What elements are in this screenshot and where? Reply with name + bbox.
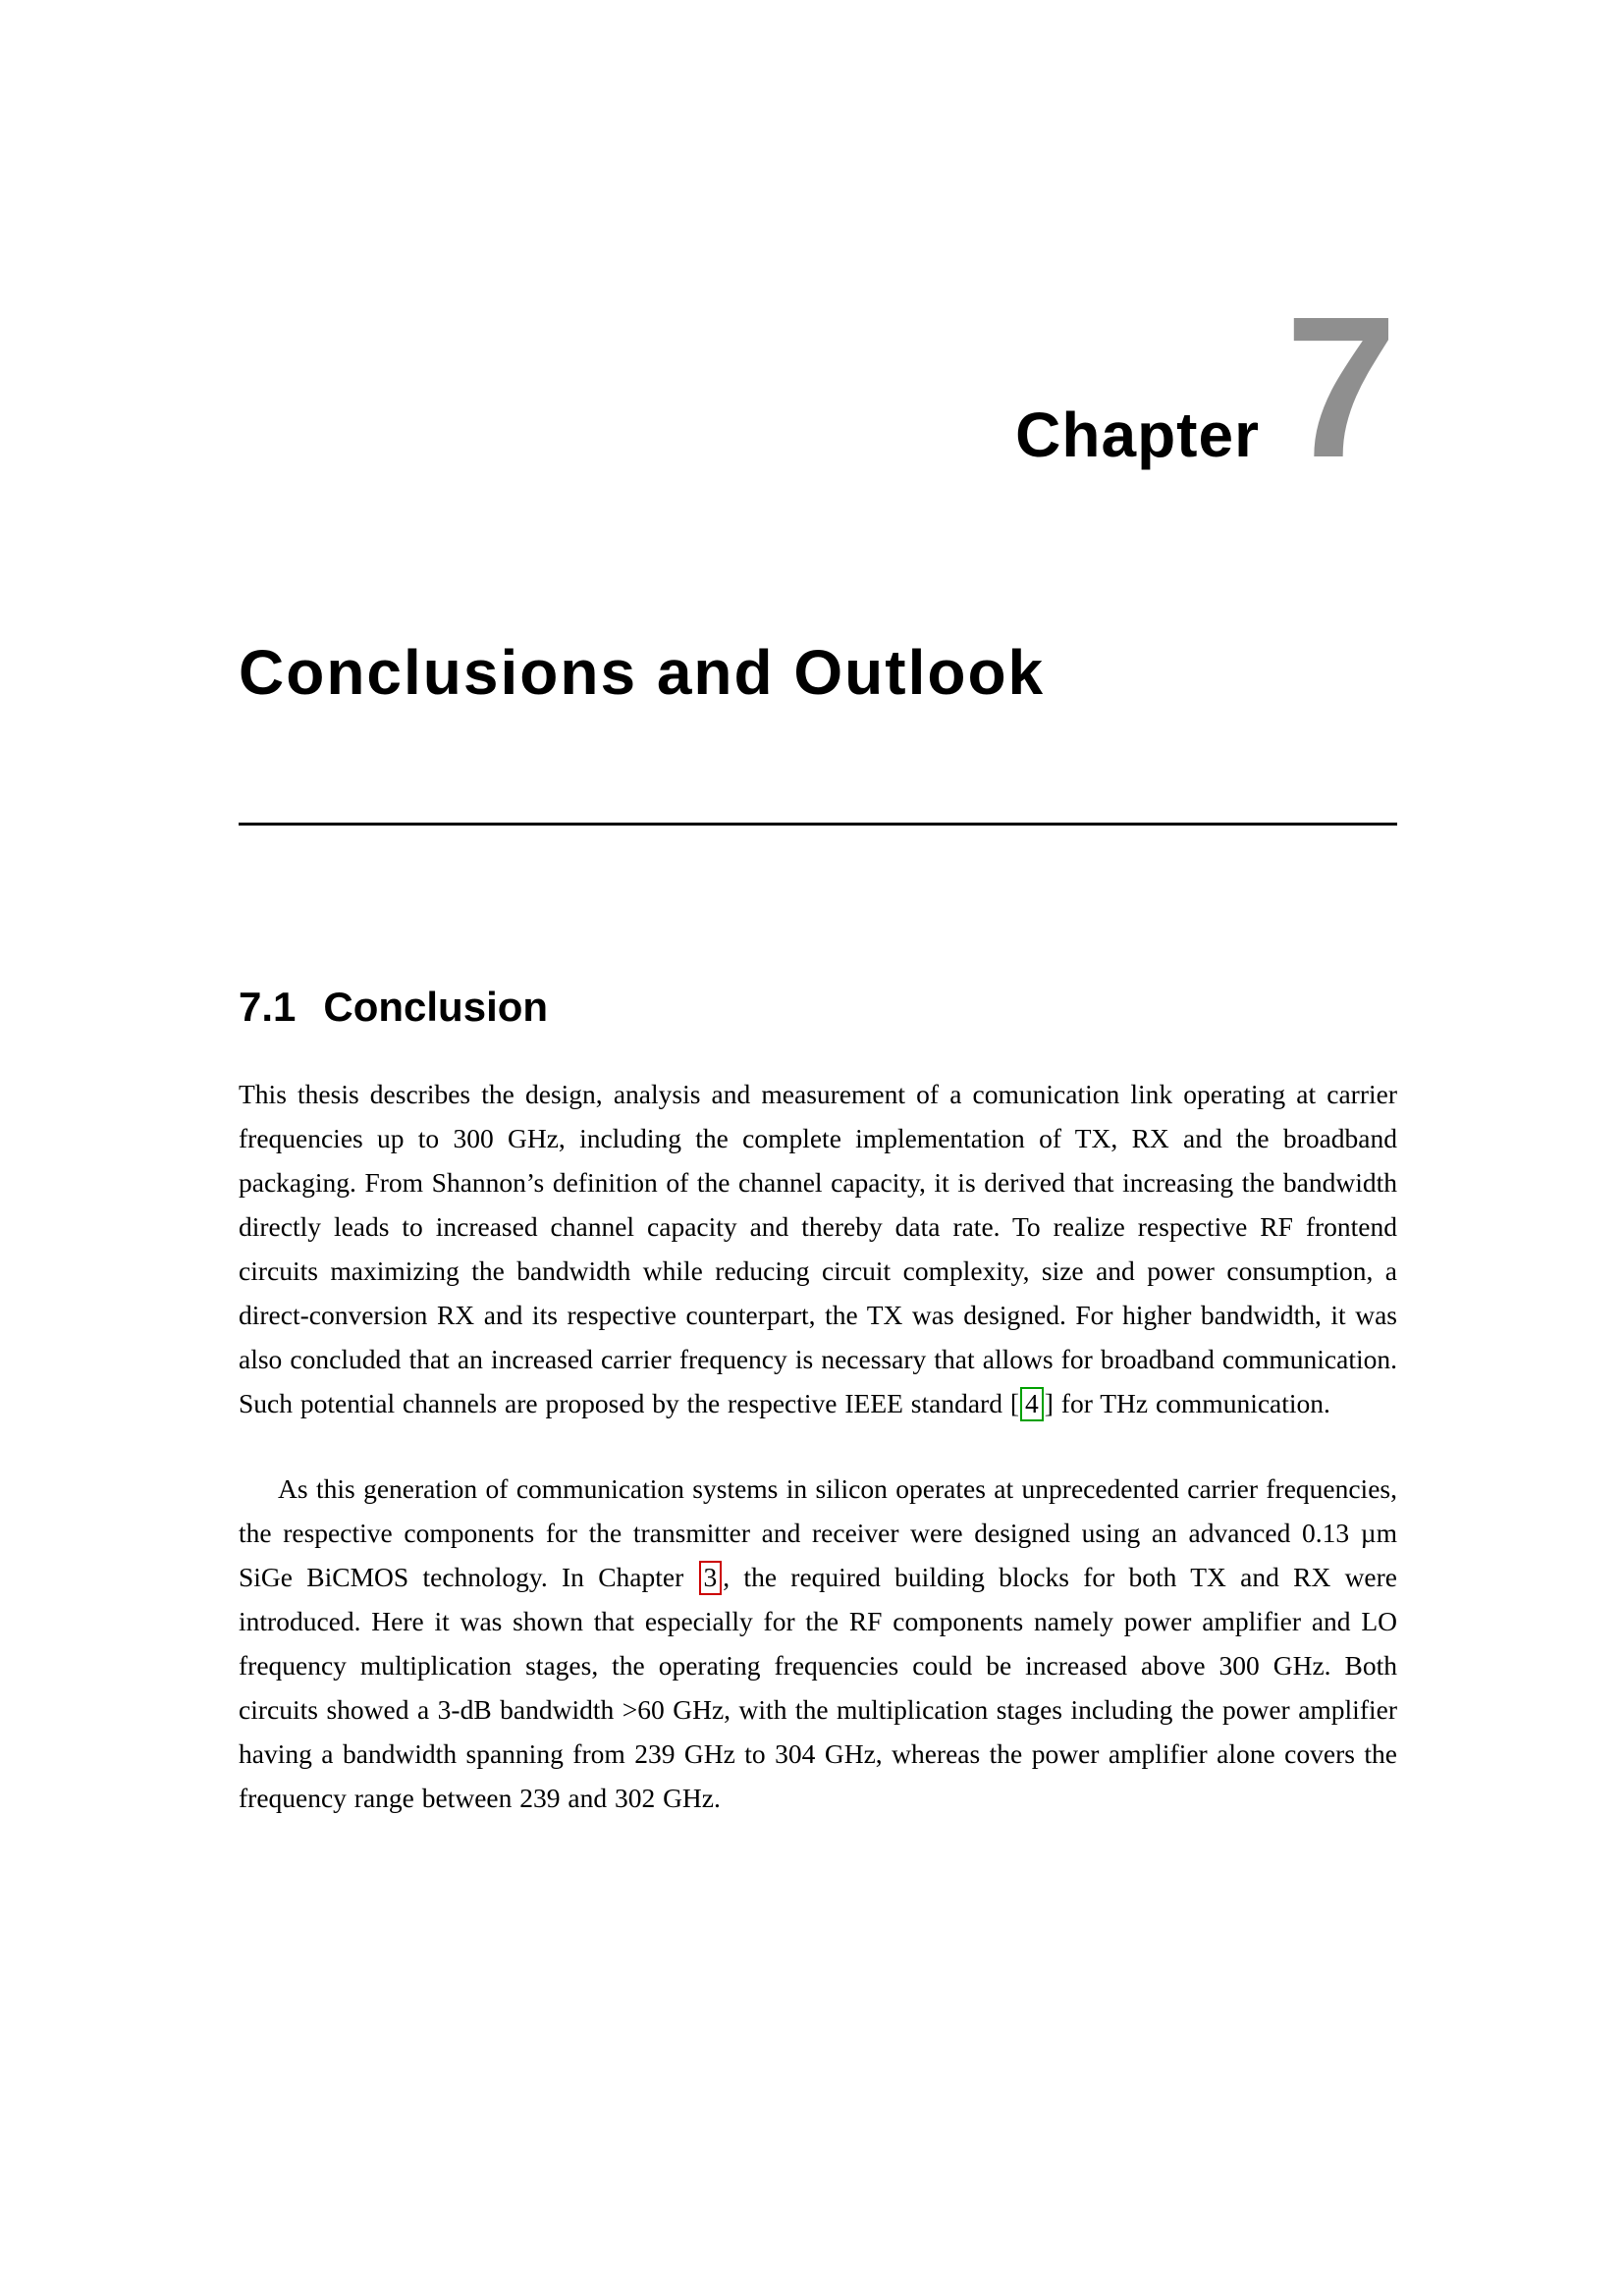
- paragraph-1: [239, 1072, 1397, 1425]
- chapter-ref-3[interactable]: 3: [699, 1561, 723, 1595]
- section-heading: [239, 984, 548, 1031]
- text-run: ] for THz communication.: [1044, 1388, 1330, 1418]
- paragraph-2: [239, 1467, 1397, 1820]
- chapter-title: Conclusions and Outlook: [239, 637, 1046, 708]
- citation-ref-4[interactable]: 4: [1020, 1387, 1044, 1421]
- section-number: 7.1: [239, 984, 297, 1030]
- chapter-label: Chapter: [1015, 400, 1260, 470]
- chapter-number: 7: [1284, 275, 1397, 500]
- title-rule: [239, 823, 1397, 826]
- text-run: As this generation of communication systems in silicon operates at unprecedented carrier frequencies, the respective components for the transmitter and receiver were designed using an advanced 0.13 µm SiGe BiCMOS technology. In Chapter: [239, 1473, 1397, 1592]
- chapter-header: [1015, 275, 1397, 500]
- body-text: [239, 1072, 1397, 1861]
- text-run: This thesis describes the design, analysis and measurement of a comunication link operating at carrier frequencies up to 300 GHz, including the complete implementation of TX, RX and the broadband packaging. From Shannon’s definition of the channel capacity, it is derived that increasing the bandwidth directly leads to increased channel capacity and thereby data rate. To realize respective RF frontend circuits maximizing the bandwidth while reducing circuit complexity, size and power consumption, a direct-conversion RX and its respective counterpart, the TX was designed. For higher bandwidth, it was also concluded that an increased carrier frequency is necessary that allows for broadband communication. Such potential channels are proposed by the respective IEEE standard [: [239, 1079, 1397, 1418]
- text-run: , the required building blocks for both TX and RX were introduced. Here it was shown that especially for the RF components namely power amplifier and LO frequency multiplication stages, the operating frequencies could be increased above 300 GHz. Both circuits showed a 3-dB bandwidth >60 GHz, with the multiplication stages including the power amplifier having a bandwidth spanning from 239 GHz to 304 GHz, whereas the power amplifier alone covers the frequency range between 239 and 302 GHz.: [239, 1562, 1398, 1813]
- section-title: Conclusion: [323, 984, 549, 1030]
